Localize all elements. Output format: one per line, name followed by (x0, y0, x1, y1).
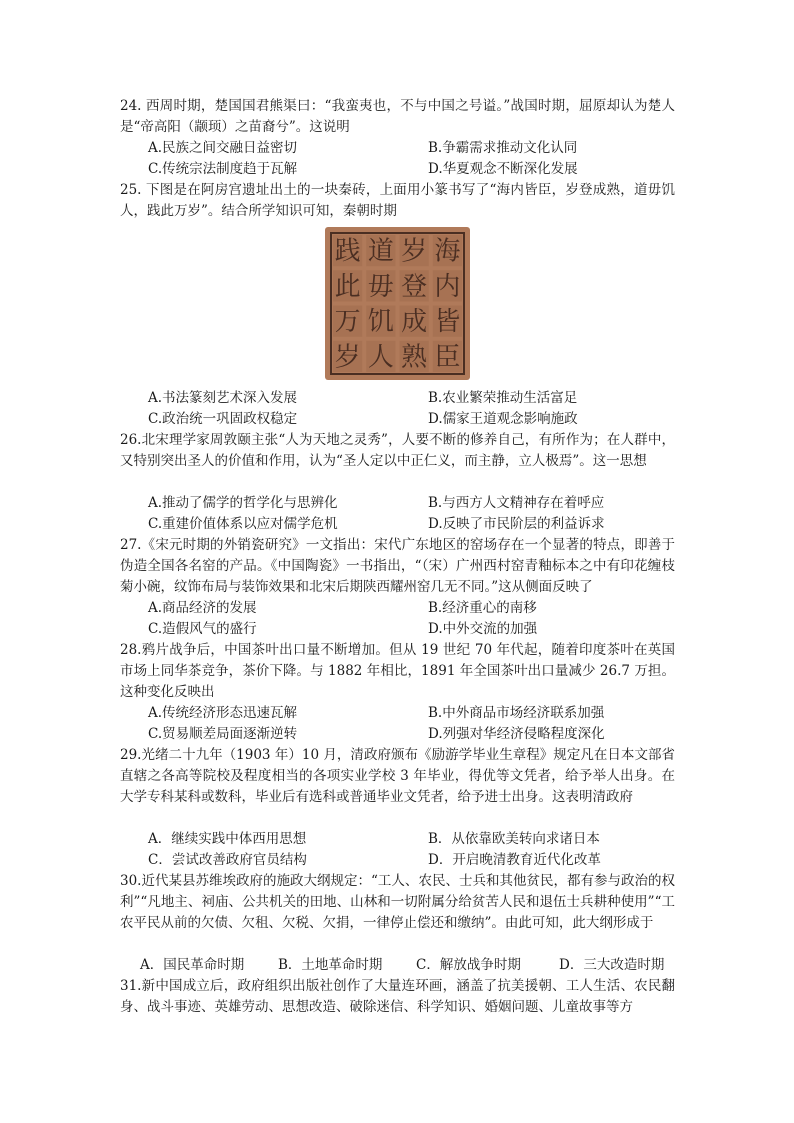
question-29-stem: 29.光绪二十九年（1903 年）10 月，清政府颁布《励游学毕业生章程》规定凡在日本文部省直辖之各高等院校及程度相当的各项实业学校 3 年毕业，得优等文凭者，给予举人出身。在大学专科某科或数科，毕业后有选科或普通毕业文凭者，给予进士出身。这表明清政府 (120, 747, 675, 805)
brick-character: 皆 (434, 307, 461, 338)
question-24-option-d[interactable]: D.华夏观念不断深化发展 (428, 161, 578, 177)
brick-character: 海 (434, 236, 461, 267)
question-27-stem: 27.《宋元时期的外销瓷研究》一文指出：宋代广东地区的窑场存在一个显著的特点，即善于伪造全国各名窑的产品。《中国陶瓷》一书指出，“（宋）广州西村窑青釉标本之中有印花缠枝菊小碗，纹饰布局与装饰效果和北宋后期陕西耀州窑几无不同。”这从侧面反映了 (120, 537, 675, 595)
brick-character: 熟 (401, 342, 428, 373)
brick-character: 毋 (367, 271, 394, 302)
brick-character: 道 (367, 236, 394, 267)
question-27-option-a[interactable]: A.商品经济的发展 (148, 600, 257, 616)
question-24-option-a[interactable]: A.民族之间交融日益密切 (148, 140, 298, 156)
question-25-option-c[interactable]: C.政治统一巩固政权稳定 (148, 411, 298, 427)
brick-character: 岁 (401, 236, 428, 267)
question-27-option-c[interactable]: C.造假风气的盛行 (148, 621, 257, 637)
question-25-option-b[interactable]: B.农业繁荣推动生活富足 (428, 390, 578, 406)
brick-character: 践 (334, 236, 361, 267)
question-28-option-b[interactable]: B.中外商品市场经济联系加强 (428, 705, 605, 721)
brick-character: 成 (401, 307, 428, 338)
brick-character: 臣 (434, 342, 461, 373)
brick-character: 人 (367, 342, 394, 373)
brick-character: 岁 (334, 342, 361, 373)
brick-character: 饥 (367, 307, 394, 338)
question-30-option-d[interactable]: D．三大改造时期 (559, 957, 665, 973)
question-29-option-c[interactable]: C．尝试改善政府官员结构 (148, 852, 307, 868)
brick-character: 此 (334, 271, 361, 302)
question-31-stem: 31.新中国成立后，政府组织出版社创作了大量连环画，涵盖了抗美援朝、工人生活、农民翻身、战斗事迹、英雄劳动、思想改造、破除迷信、科学知识、婚姻问题、儿童故事等方 (120, 978, 675, 1015)
question-25-option-a[interactable]: A.书法篆刻艺术深入发展 (148, 390, 298, 406)
question-26-option-b[interactable]: B.与西方人文精神存在着呼应 (428, 495, 605, 511)
question-29-option-a[interactable]: A．继续实践中体西用思想 (148, 831, 307, 847)
question-24-option-b[interactable]: B.争霸需求推动文化认同 (428, 140, 578, 156)
question-26-stem: 26.北宋理学家周敦颐主张“人为天地之灵秀”，人要不断的修养自己，有所作为；在人群中，又特别突出圣人的价值和作用，认为“圣人定以中正仁义，而主静，立人极焉”。这一思想 (120, 432, 675, 469)
brick-character: 登 (401, 271, 428, 302)
question-25-stem: 25. 下图是在阿房宫遗址出土的一块秦砖，上面用小篆书写了“海内皆臣，岁登成熟，道毋饥人，践此万岁”。结合所学知识可知，秦朝时期 (120, 182, 675, 219)
question-29-option-b[interactable]: B．从依靠欧美转向求诸日本 (428, 831, 600, 847)
question-27-option-b[interactable]: B.经济重心的南移 (428, 600, 537, 616)
question-27-option-d[interactable]: D.中外交流的加强 (428, 621, 538, 637)
question-24-option-c[interactable]: C.传统宗法制度趋于瓦解 (148, 161, 298, 177)
brick-character: 万 (334, 307, 361, 338)
question-26-option-a[interactable]: A.推动了儒学的哲学化与思辨化 (148, 495, 338, 511)
question-26-option-d[interactable]: D.反映了市民阶层的利益诉求 (428, 516, 605, 532)
question-28-option-d[interactable]: D.列强对华经济侵略程度深化 (428, 726, 605, 742)
question-30-option-b[interactable]: B．土地革命时期 (278, 957, 383, 973)
question-28-option-a[interactable]: A.传统经济形态迅速瓦解 (148, 705, 298, 721)
question-28-option-c[interactable]: C.贸易顺差局面逐渐逆转 (148, 726, 298, 742)
question-28-stem: 28.鸦片战争后，中国茶叶出口量不断增加。但从 19 世纪 70 年代起，随着印度茶叶在英国市场上同华茶竞争，茶价下降。与 1882 年相比，1891 年全国茶叶出口量减少 26.7 万担。这种变化反映出 (120, 642, 675, 700)
question-30-stem: 30.近代某县苏维埃政府的施政大纲规定：“工人、农民、士兵和其他贫民，都有参与政治的权利”“凡地主、祠庙、公共机关的田地、山林和一切附属分给贫苦人民和退伍士兵耕种使用”“工农平民从前的欠债、欠租、欠税、欠捐，一律停止偿还和缴纳”。由此可知，此大纲形成于 (120, 873, 675, 931)
question-24-stem: 24. 西周时期，楚国国君熊渠曰：“我蛮夷也，不与中国之号谥。”战国时期，屈原却认为楚人是“帝高阳（颛顼）之苗裔兮”。这说明 (120, 98, 675, 135)
question-30-option-a[interactable]: A．国民革命时期 (140, 957, 245, 973)
question-26-option-c[interactable]: C.重建价值体系以应对儒学危机 (148, 516, 338, 532)
question-30-options (140, 955, 680, 976)
brick-character: 内 (434, 271, 461, 302)
question-30-option-c[interactable]: C．解放战争时期 (416, 957, 521, 973)
question-29-option-d[interactable]: D．开启晚清教育近代化改革 (428, 852, 601, 868)
question-25-option-d[interactable]: D.儒家王道观念影响施政 (428, 411, 578, 427)
qin-brick-image (325, 227, 470, 380)
